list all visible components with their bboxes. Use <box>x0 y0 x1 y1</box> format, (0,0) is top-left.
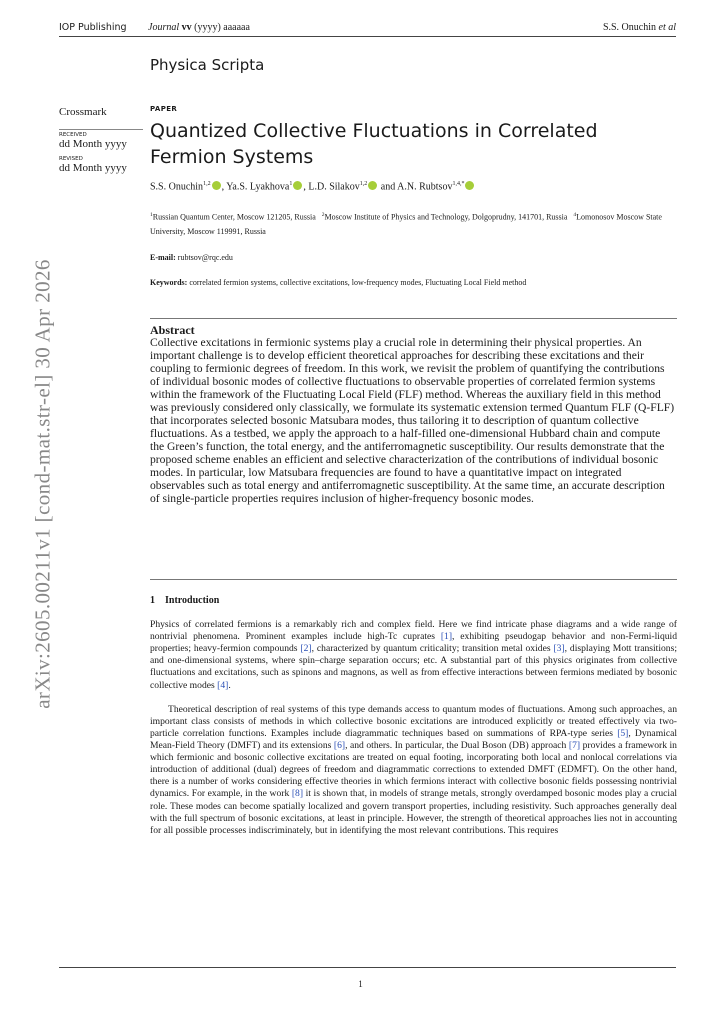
paper-label: PAPER <box>150 105 178 113</box>
citation-link[interactable]: [5] <box>617 727 629 739</box>
affiliation: Lomonosov Moscow State University, Moscow 119991, Russia <box>150 212 662 236</box>
footer-rule <box>59 967 676 968</box>
paper-title: Quantized Collective Fluctuations in Correlated Fermion Systems <box>150 120 598 168</box>
citation-link[interactable]: [7] <box>568 740 581 752</box>
abstract-text: Collective excitations in fermionic systems play a crucial role in determining their physical properties. An important challenge is to develop efficient theoretical approaches for describing these excitations and their coupling to fermionic degrees of freedom. In this work, we revisit the problem of quantifying the contributions of individual bosonic modes of collective fluctuations to observable properties of correlated fermion systems within the framework of the Fluctuating Local Field (FLF) method. Whereas the auxiliary field in this method was previously considered only classically, we formulate its systematic extension termed Quantum FLF (Q-FLF) that incorporates selected bosonic Matsubara modes, thus tailoring it to description of quantum collective fluctuations. As a testbed, we apply the approach to a half-filled one-dimensional Hubbard chain and compute the Green’s function, the total energy, and the antiferromagnetic susceptibility. Our results demonstrate that the proposed scheme enables an efficient and selective characterization of the contributions of individual bosonic modes. In particular, low Matsubara frequencies are found to have a quantitative impact on integrated observables such as total energy and antiferromagnetic susceptibility. At the same time, an accurate description of single-particle properties requires inclusion of higher-frequency bosonic modes. <box>150 336 675 505</box>
citation-link[interactable]: [1] <box>440 631 453 643</box>
paragraph: Physics of correlated fermions is a remarkably rich and complex field. Here we find intricate phase diagrams and a wide range of nontrivial phenomena. Prominent examples include high-Tc cuprates [1], exhibiting pseudogap behavior and non-Fermi-liquid properties; heavy-fermion compounds [2], characterized by quantum criticality; transition metal oxides [3], displaying Mott transitions; and one-dimensional systems, where spin–charge separation occurs; etc. A substantial part of this physics originates from collective fluctuations and excitations, such as spinons and magnons, as well as from effective interactions between fermions mediated by bosonic collective modes [4]. <box>150 619 678 691</box>
page-number: 1 <box>358 979 363 989</box>
email-line: E-mail: rubtsov@rqc.edu <box>150 253 233 262</box>
received-date: dd Month yyyy <box>59 138 127 150</box>
affiliation: Russian Quantum Center, Moscow 121205, Russia <box>152 212 316 222</box>
citation-link[interactable]: [3] <box>553 643 565 655</box>
abstract-heading: Abstract <box>150 323 195 337</box>
received-label: RECEIVED <box>59 132 87 138</box>
citation-link[interactable]: [8] <box>291 788 304 800</box>
arxiv-stamp: arXiv:2605.00211v1 [cond-mat.str-el] 30 Apr 2026 <box>30 259 55 709</box>
author-name: Ya.S. Lyakhova <box>226 181 290 193</box>
citation-link[interactable]: [2] <box>300 643 312 655</box>
journal-name: Physica Scripta <box>150 56 265 74</box>
keywords-line: Keywords: correlated fermion systems, collective excitations, low-frequency modes, Fluctuating Local Field method <box>150 278 527 287</box>
orcid-icon[interactable] <box>293 181 302 190</box>
author-list: S.S. Onuchin$^{1,2}$ , Ya.S. Lyakhova$^1$ , L.D. Silakov$^{1,2}$ and A.N. Rubtsov$^{1,4,*}$ <box>150 181 475 192</box>
paragraph: Theoretical description of real systems of this type demands access to quantum modes of fluctuations. Among such approaches, an important class consists of methods in which collective bosonic excitations are introduced explicitly or treated effectively via two-particle correlation functions. Examples include diagrammatic techniques based on summations of RPA-type series [5], Dynamical Mean-Field Theory (DMFT) and its extensions [6], and others. In particular, the Dual Boson (DB) approach [7] provides a framework in which fermionic and bosonic collective excitations are treated on equal footing, incorporating both local and nonlocal correlations via introduction of additional (dual) degrees of freedom and diagrammatic corrections to extended DMFT (EDMFT). On the other hand, there is a number of works considering effective theories in which fermions interact with collective bosonic fields possessing nontrivial dynamics. For example, in the work [8] it is shown that, in models of strange metals, strongly overdamped bosonic modes play a crucial role. These modes can become spatially localized and govern transport properties, including resistivity. Such approaches generally deal with the full spectrum of bosonic excitations, at least in principle. However, the strength of theoretical approaches lies not in accounting for all possible processes indiscriminately, but in identifying the most relevant contributions. This requires <box>150 703 678 836</box>
affiliations: $^1$Russian Quantum Center, Moscow 121205, Russia $^2$Moscow Institute of Physics and Technology, Dolgoprudny, 141701, Russia $^4$Lomonosov Moscow State University, Moscow 119991, Russia <box>150 212 662 236</box>
orcid-icon[interactable] <box>465 181 474 190</box>
author-name: A.N. Rubtsov <box>397 181 453 193</box>
section-body <box>150 607 677 849</box>
revised-label: REVISED <box>59 156 83 162</box>
orcid-icon[interactable] <box>212 181 221 190</box>
email-link[interactable]: rubtsov@rqc.edu <box>177 253 233 262</box>
author-name: L.D. Silakov <box>308 181 360 193</box>
affiliation: Moscow Institute of Physics and Technology, Dolgoprudny, 141701, Russia <box>324 212 568 222</box>
abstract-bottom-rule <box>150 579 677 580</box>
sidebar-divider <box>59 129 143 130</box>
header-rule <box>59 36 676 37</box>
section-heading: 1 Introduction <box>150 595 220 606</box>
keywords-value: correlated fermion systems, collective excitations, low-frequency modes, Fluctuating Local Field method <box>189 278 527 287</box>
publisher-label: IOP Publishing <box>59 22 127 33</box>
running-author: S.S. Onuchin et al <box>602 22 676 33</box>
citation-link[interactable]: [4] <box>217 679 229 691</box>
revised-date: dd Month yyyy <box>59 162 127 174</box>
abstract-top-rule <box>150 318 677 319</box>
journal-reference: Journal vv (yyyy) aaaaaa <box>148 22 250 33</box>
citation-link[interactable]: [6] <box>333 740 346 752</box>
orcid-icon[interactable] <box>368 181 377 190</box>
crossmark-link[interactable]: Crossmark <box>59 106 107 118</box>
author-name: S.S. Onuchin <box>150 181 204 193</box>
